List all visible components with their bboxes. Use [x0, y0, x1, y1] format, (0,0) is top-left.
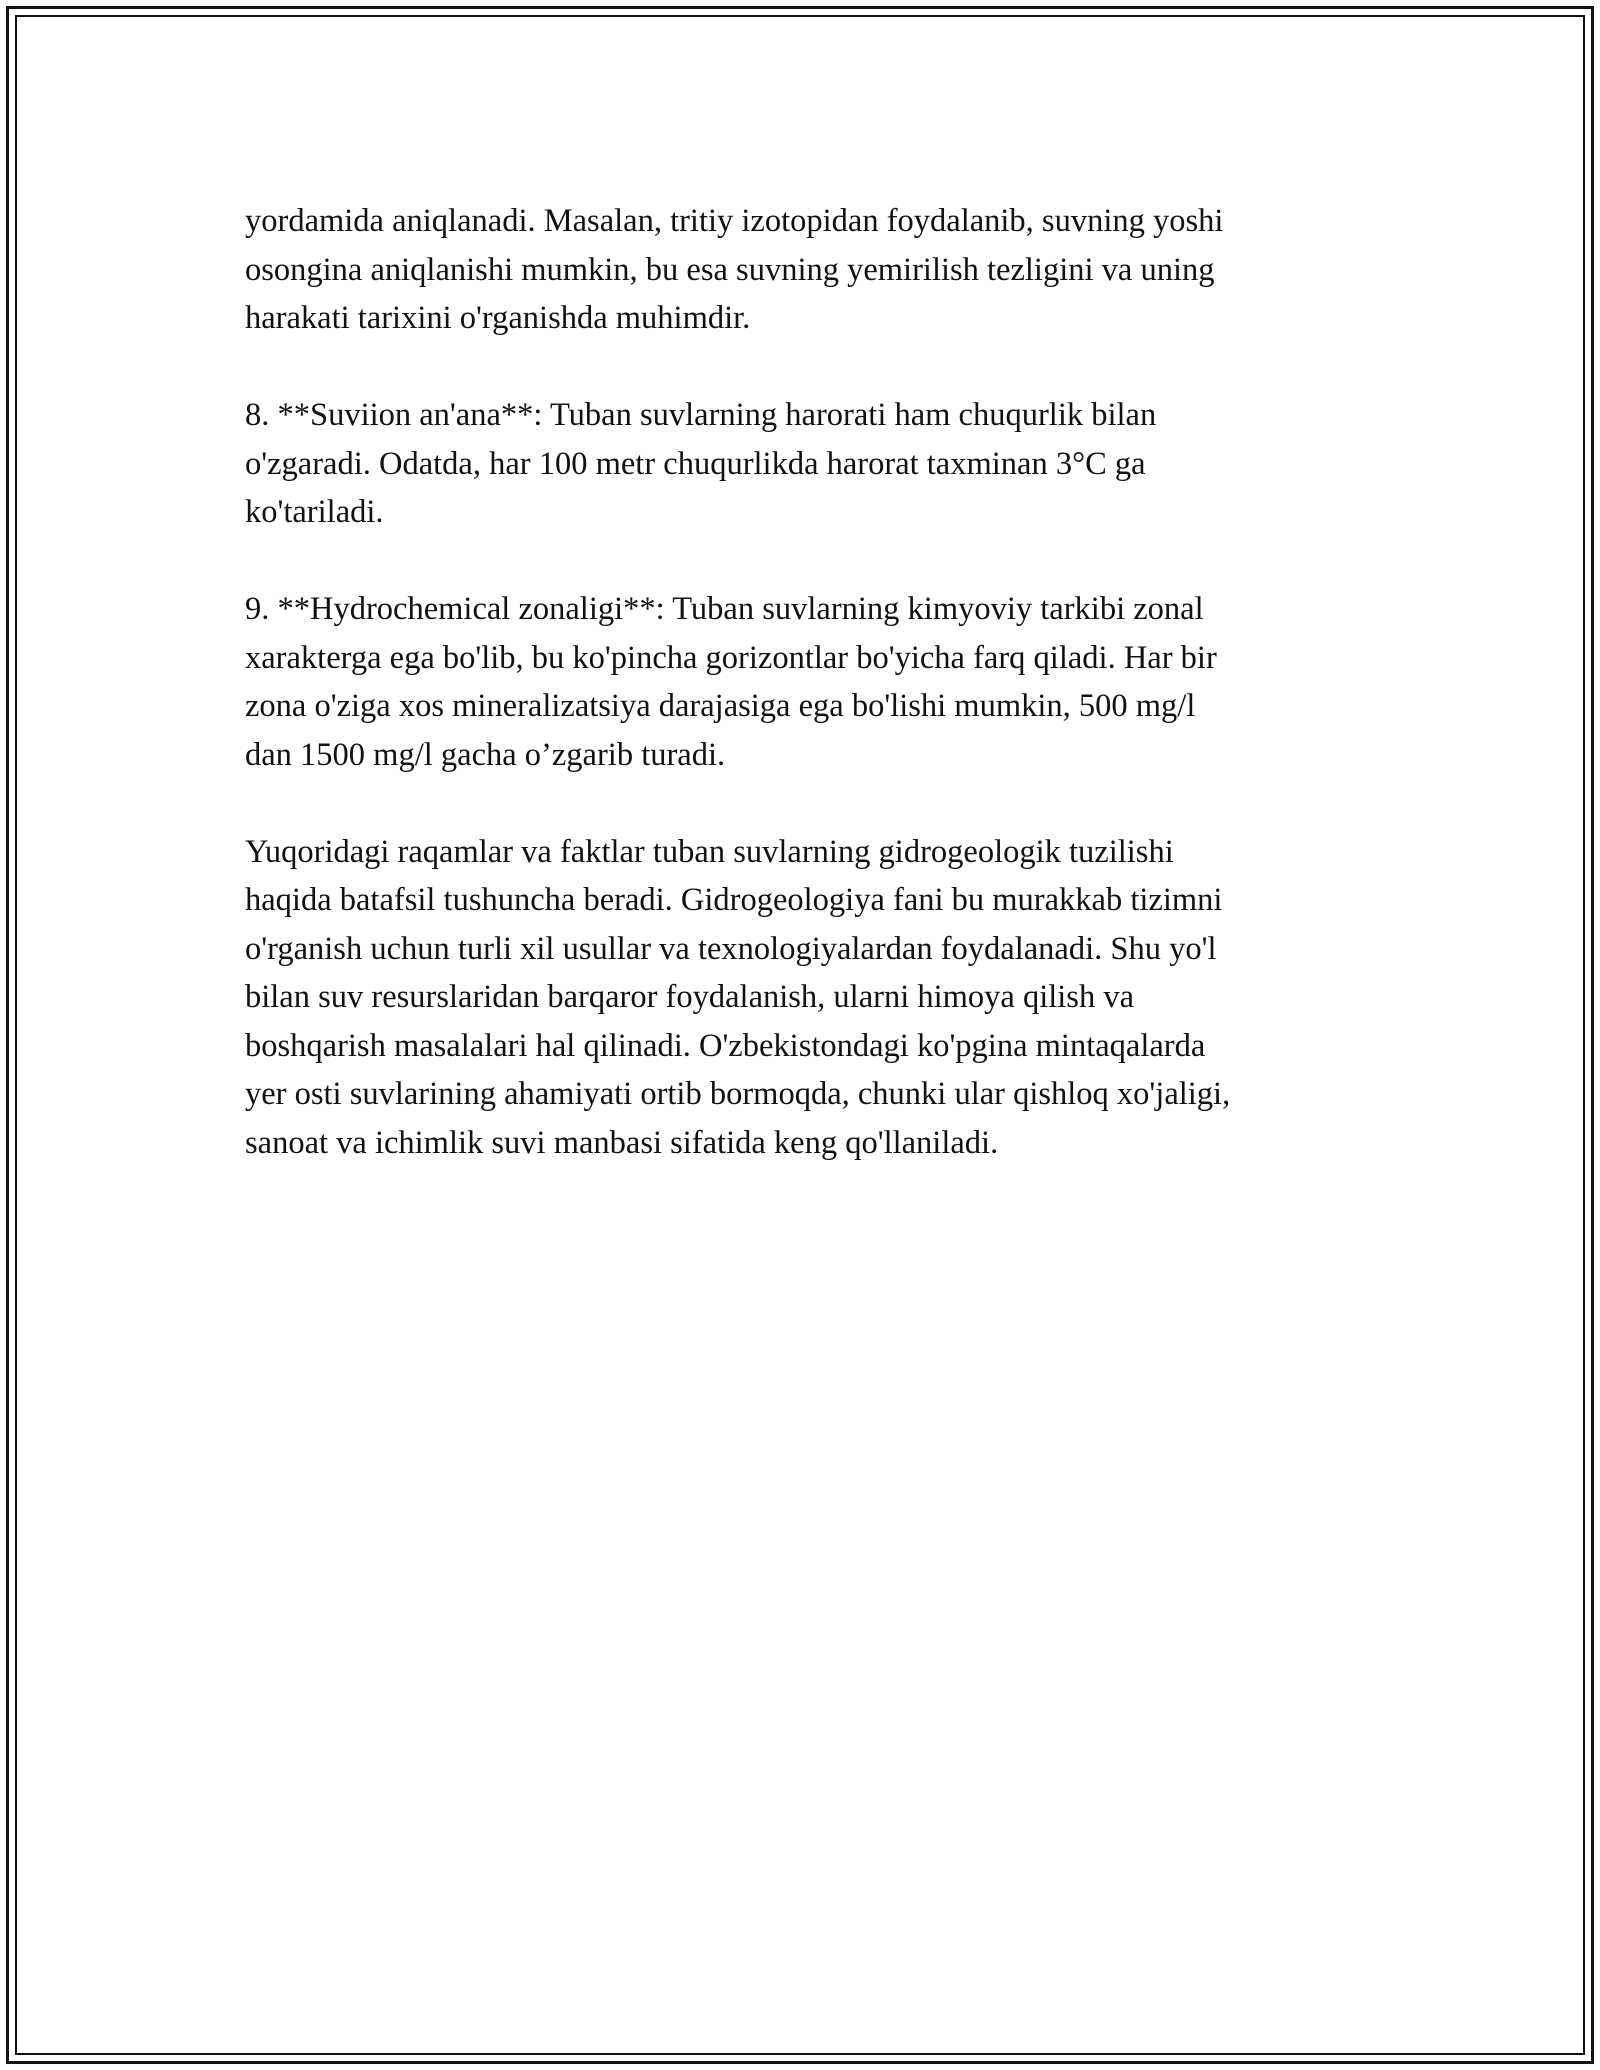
text-line: zona o'ziga xos mineralizatsiya darajasiga ega bo'lishi mumkin, 500 mg/l — [245, 688, 1196, 724]
paragraph-item-9 — [245, 585, 1375, 779]
text-line: sanoat va ichimlik suvi manbasi sifatida keng qo'llaniladi. — [245, 1124, 999, 1161]
paragraph-isotope — [245, 197, 1375, 343]
text-line: yer osti suvlarining ahamiyati ortib bormoqda, chunki ular qishloq xo'jaligi, — [245, 1076, 1231, 1112]
text-line: o'rganish uchun turli xil usullar va texnologiyalardan foydalanadi. Shu yo'l — [245, 930, 1217, 967]
document-body — [245, 197, 1375, 1216]
text-line: yordamida aniqlanadi. Masalan, tritiy izotopidan foydalanib, suvning yoshi — [245, 203, 1224, 239]
text-line: boshqarish masalalari hal qilinadi. O'zbekistondagi ko'pgina mintaqalarda — [245, 1027, 1206, 1064]
text-line: harakati tarixini o'rganishda muhimdir. — [245, 300, 751, 336]
text-line: o'zgaradi. Odatda, har 100 metr chuqurlikda harorat taxminan 3°C ga — [245, 445, 1146, 482]
text-line: dan 1500 mg/l gacha o’zgarib turadi. — [245, 736, 726, 773]
text-line: xarakterga ega bo'lib, bu ko'pincha gorizontlar bo'yicha farq qiladi. Har bir — [245, 639, 1217, 676]
paragraph-conclusion — [245, 828, 1375, 1168]
text-line: Yuqoridagi raqamlar va faktlar tuban suvlarning gidrogeologik tuzilishi — [245, 833, 1174, 870]
page-border — [6, 6, 1594, 2064]
text-line: haqida batafsil tushuncha beradi. Gidrogeologiya fani bu murakkab tizimni — [245, 882, 1223, 918]
text-line: 8. **Suviion an'ana**: Tuban suvlarning harorati ham chuqurlik bilan — [245, 397, 1157, 433]
paragraph-item-8 — [245, 391, 1375, 537]
text-line: ko'tariladi. — [245, 494, 384, 530]
text-line: bilan suv resurslaridan barqaror foydalanish, ularni himoya qilish va — [245, 979, 1135, 1015]
text-line: 9. **Hydrochemical zonaligi**: Tuban suvlarning kimyoviy tarkibi zonal — [245, 591, 1204, 627]
text-line: osongina aniqlanishi mumkin, bu esa suvning yemirilish tezligini va uning — [245, 251, 1215, 288]
